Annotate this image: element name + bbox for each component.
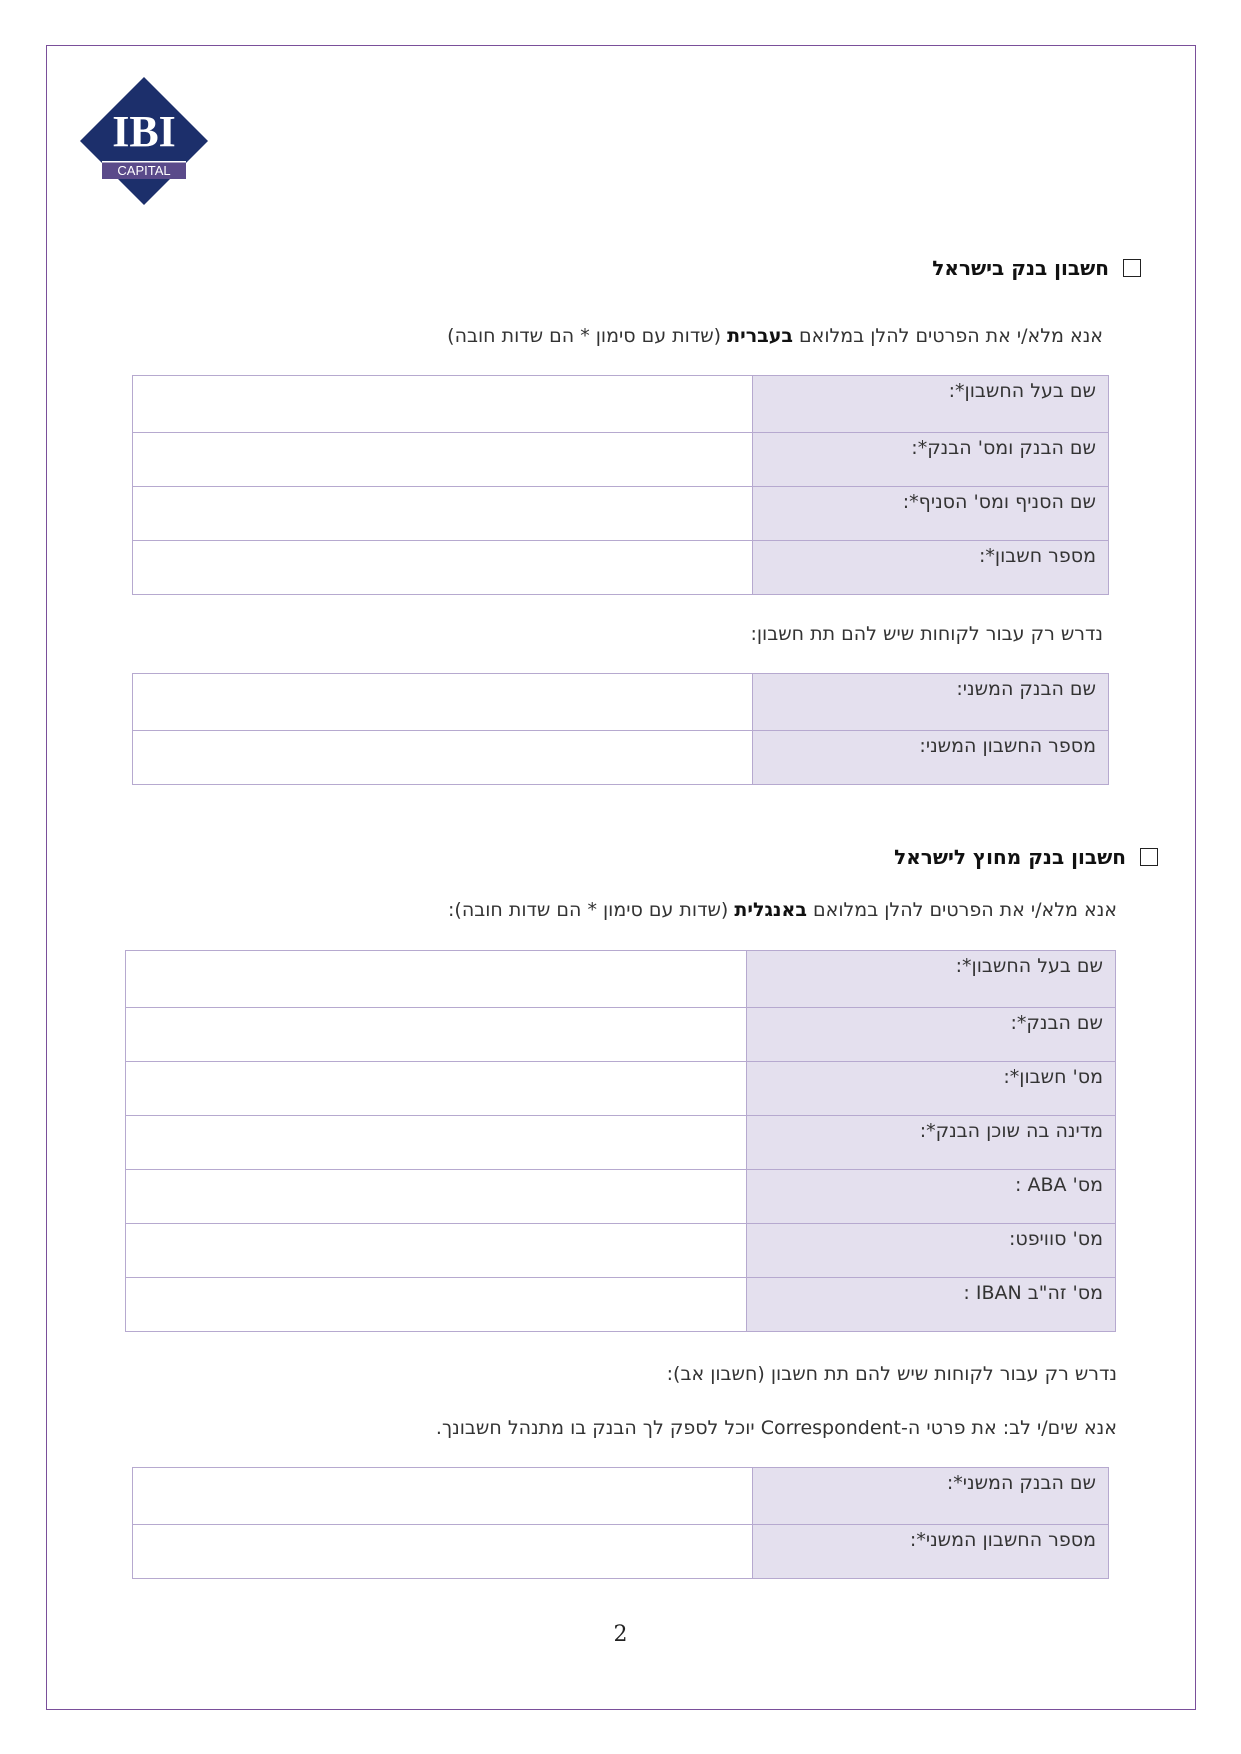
bank-country-field[interactable] [126,1116,747,1170]
bank-name-number-field[interactable] [133,433,753,487]
table-row [133,1468,1109,1525]
foreign-account-number-field[interactable] [126,1062,747,1116]
foreign-account-holder-field[interactable] [126,951,747,1008]
israel-section-title-text: חשבון בנק בישראל [932,256,1109,280]
swift-number-label: מס' סוויפט: [747,1224,1116,1278]
foreign-intro-suffix: (שדות עם סימון * הם שדות חובה): [448,899,735,921]
table-row [133,376,1109,433]
secondary-account-field[interactable] [133,731,753,785]
account-holder-field[interactable] [133,376,753,433]
secondary-bank-field[interactable] [133,674,753,731]
branch-name-number-label: שם הסניף ומס' הסניף*: [753,487,1109,541]
israel-intro-suffix: (שדות עם סימון * הם שדות חובה) [447,325,728,347]
foreign-bank-name-field[interactable] [126,1008,747,1062]
table-row [126,1062,1116,1116]
israel-account-checkbox[interactable] [1123,259,1141,277]
aba-number-field[interactable] [126,1170,747,1224]
table-row [133,541,1109,595]
israel-account-table [132,375,1109,595]
table-row [126,1170,1116,1224]
foreign-account-holder-label: שם בעל החשבון*: [747,951,1116,1008]
branch-name-number-field[interactable] [133,487,753,541]
israel-intro [447,325,1103,347]
bank-name-number-label: שם הבנק ומס' הבנק*: [753,433,1109,487]
table-row [133,487,1109,541]
logo-text: IBI [112,107,176,156]
table-row [126,1278,1116,1332]
foreign-account-checkbox[interactable] [1140,848,1158,866]
aba-number-label: מס' ABA : [747,1170,1116,1224]
account-number-field[interactable] [133,541,753,595]
foreign-sub-account-table [132,1467,1109,1579]
foreign-sub-note: נדרש רק עבור לקוחות שיש להם תת חשבון (חשבון אב): [666,1363,1117,1385]
table-row [126,1224,1116,1278]
account-holder-label: שם בעל החשבון*: [753,376,1109,433]
iban-number-label: מס' זה"ב IBAN : [747,1278,1116,1332]
table-row [133,433,1109,487]
foreign-account-table [125,950,1116,1332]
secondary-account-label: מספר החשבון המשני: [753,731,1109,785]
israel-sub-note: נדרש רק עבור לקוחות שיש להם תת חשבון: [750,623,1103,645]
bank-country-label: מדינה בה שוכן הבנק*: [747,1116,1116,1170]
israel-sub-account-table [132,673,1109,785]
foreign-secondary-account-field[interactable] [133,1525,753,1579]
foreign-intro-prefix: אנא מלא/י את הפרטים להלן במלואם [806,899,1117,921]
israel-section-title [932,256,1141,280]
swift-number-field[interactable] [126,1224,747,1278]
table-row [126,1116,1116,1170]
secondary-bank-label: שם הבנק המשני: [753,674,1109,731]
israel-intro-bold: בעברית [727,325,793,347]
israel-intro-prefix: אנא מלא/י את הפרטים להלן במלואם [792,325,1103,347]
foreign-bank-name-label: שם הבנק*: [747,1008,1116,1062]
table-row [126,951,1116,1008]
iban-number-field[interactable] [126,1278,747,1332]
page-number: 2 [613,1622,628,1647]
foreign-section-title [894,845,1158,869]
table-row [133,1525,1109,1579]
foreign-secondary-bank-label: שם הבנק המשני*: [753,1468,1109,1525]
table-row [133,731,1109,785]
table-row [133,674,1109,731]
ibi-capital-logo [80,77,208,205]
page-border [46,45,1196,1710]
logo-subtext: CAPITAL [117,163,171,178]
correspondent-note: אנא שים/י לב: את פרטי ה-Correspondent יוכל לספק לך הבנק בו מתנהל חשבונך. [435,1417,1117,1439]
table-row [126,1008,1116,1062]
foreign-secondary-account-label: מספר החשבון המשני*: [753,1525,1109,1579]
foreign-account-number-label: מס' חשבון*: [747,1062,1116,1116]
account-number-label: מספר חשבון*: [753,541,1109,595]
foreign-intro-bold: באנגלית [734,899,807,921]
foreign-secondary-bank-field[interactable] [133,1468,753,1525]
foreign-section-title-text: חשבון בנק מחוץ לישראל [894,845,1126,869]
foreign-intro [448,899,1117,921]
